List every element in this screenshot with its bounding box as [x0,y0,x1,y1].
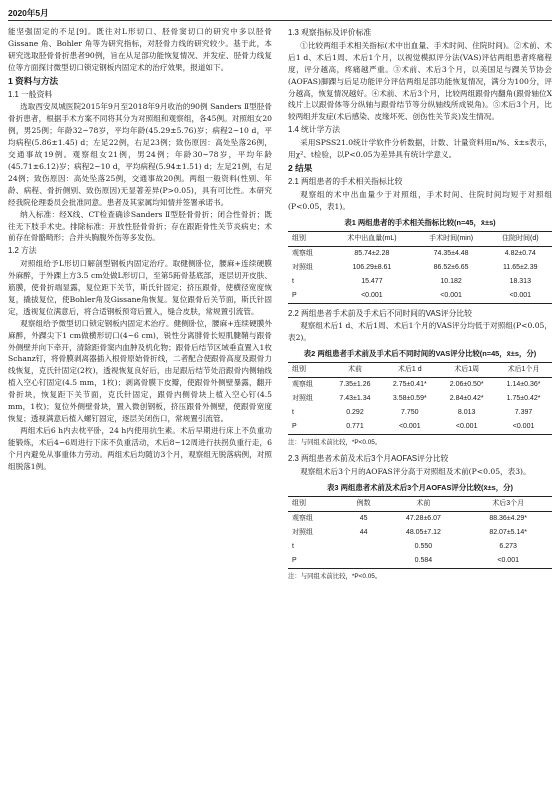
table-cell: 6.273 [499,542,517,550]
table-3 [288,496,552,569]
table-row [288,246,552,261]
section-1-3-heading: 1.3 观察指标及评价标准 [288,28,372,37]
table-3-note: 注：与同组术前比较，*P<0.05。 [288,572,382,580]
table-2-header-cell: 术前 [347,366,362,374]
header-rule [8,20,552,21]
table-1 [288,231,552,304]
table-1-header-cell: 手术时间(min) [429,234,474,242]
table-cell: 74.35±4.48 [433,249,469,257]
method-postop-paragraph: 两组术后6 h内去枕平卧，24 h内使用抗生素。术后早期进行床上不负重功能锻炼，术后4~6周进行下床不负重活动，术后8~12周进行扶拐负重行走，6个月内避免从事重体力劳动。两组术后均随访3个月，观察组无脱落病例，对照组脱落1例。 [8,425,272,471]
table-1-header-cell: 住院时间(d) [502,234,539,242]
table-2-note: 注：与同组术前比较，*P<0.05。 [288,439,382,447]
table-cell: 86.52±6.65 [433,263,469,271]
table-1-header-cell: 术中出血量(mL) [347,234,397,242]
table-row [288,420,552,435]
table-row [288,289,552,304]
table-3-header-cell: 例数 [356,499,371,507]
section-1-1-heading: 1.1 一般资料 [8,89,53,99]
table-cell: 85.74±2.28 [354,249,390,257]
table-cell: 88.36±4.29* [489,514,528,522]
table-cell: 1.14±0.36* [506,381,541,389]
section-2-heading: 2 结果 [288,162,313,173]
table-row [288,261,552,275]
table-row [288,511,552,526]
table-cell: <0.001 [440,291,462,299]
table-cell: <0.001 [361,291,383,299]
section-2-2-heading: 2.2 两组患者手术前及手术后不同时间的VAS评分比较 [288,308,472,318]
table-cell: 观察组 [292,381,313,389]
table-2-caption: 表2 两组患者手术前及手术后不同时间的VAS评分比较(n=45，x̄±s，分) [303,349,537,359]
table-cell: 7.397 [514,409,533,417]
table-cell: 0.584 [414,556,433,564]
table-cell: P [292,556,297,564]
section-2-1-heading: 2.1 两组患者的手术相关指标比较 [288,176,403,186]
table-3-header-cell: 术后3个月 [492,499,525,507]
section-1-4-heading: 1.4 统计学方法 [288,125,340,135]
table-cell: 0.771 [346,423,364,431]
table-cell: 7.750 [401,409,419,417]
table-2-header-cell: 术后1周 [454,366,480,374]
table-cell: <0.001 [455,423,478,431]
table-3-header-row [288,496,552,511]
table-cell: t [292,409,294,417]
table-row [288,540,552,554]
section-1-2-heading: 1.2 方法 [8,246,37,256]
table-cell: 2.06±0.50* [449,381,484,389]
table-cell: 47.28±6.07 [405,514,441,522]
table-cell: 观察组 [292,249,313,257]
table-cell: 45 [359,514,368,522]
table-cell: 3.58±0.59* [392,395,427,403]
table-1-header-row [288,231,552,246]
general-data-paragraph: 选取西安凤城医院2015年9月至2018年9月收治的90例 Sanders Ⅱ型胫骨骨折患者，根据手术方案不同将其分为对照组和观察组，各45例。对照组女20例，男25例；年龄32~78岁，平均年龄(45.29±5.76)岁；病程2~10 d，平均病程(5.86±1.45) d；左足22例，右足23例；致伤原因：高处坠落26例，交通事故19例。观察组女21例，男24例；年龄30~78岁，平均年龄(45.71±6.12)岁；病程2~10 d，平均病程(5.94±1.51) d；左足21例，右足24例；致伤原因：高处坠落25例，交通事故20例。两组一般资料(性别、年龄、病程、骨折侧别、致伤原因)无显著差异(P>0.05)，具有可比性。本研究经我院伦理委员会批准同意。患者及其家属均知情并签署承诺书。 [8,102,272,207]
table-row [288,378,552,393]
table-cell: 7.35±1.26 [339,381,371,389]
table-cell: 18.313 [509,277,531,285]
intro-paragraph: 能坚强固定的不足[9]。既往对L形切口、胫骨窦切口的研究中多以胫骨 Gissane 角、Bohler 角等为研究指标，对胫骨力线的研究较少。基于此，本研究选取胫骨骨折患者90例，旨在从足部功能恢复情况、并发症、胫骨力线复位等方面探讨微型切口锁定钢板内固定术的治疗效果，报道如下。 [8,27,272,72]
table-cell: 2.75±0.41* [392,381,427,389]
table-cell: 对照组 [292,395,313,403]
table-cell: t [292,277,294,285]
table-cell: 2.84±0.42* [449,395,484,403]
table-cell [345,540,383,554]
statistics-paragraph: 采用SPSS21.0统计学软件分析数据，计数、计量资料用n/%、x̄±s表示，用χ²、t检验，以P<0.05为差异具有统计学意义。 [288,138,552,160]
right-column [288,26,552,587]
table-cell: 82.07±5.14* [489,528,528,536]
table-row [288,526,552,540]
table-cell: 106.29±8.61 [352,263,392,271]
table-row [288,392,552,406]
table-cell: 0.292 [346,409,364,417]
table-row [288,406,552,420]
table-cell: 48.05±7.12 [405,528,441,536]
table-cell: 11.65±2.39 [503,263,538,271]
table-cell [345,554,383,569]
table-1-header-cell: 组别 [292,234,306,242]
table-2-header-row [288,363,552,378]
section-1-heading: 1 资料与方法 [8,75,59,86]
table-row [288,275,552,289]
header-date: 2020年5月 [8,8,49,18]
table-row [288,554,552,569]
table-2 [288,362,552,435]
table-cell: P [292,291,297,299]
table-cell: 对照组 [292,263,313,271]
method-observation-paragraph: 观察组给予微型切口锁定钢板内固定术治疗。健侧卧位，腰麻+连续硬膜外麻醉，外踝尖下1 cm做横形切口(4~6 cm)，锐性分离腓骨长短肌腱鞘与跟骨外侧壁并向下牵开，清除距骨窦内血肿及机化物；跟骨后结节区域垂直置入1枚Schanz钉，将骨膜剥离器插入根骨原始骨折线，二者配合使跟骨高度及跟骨力线恢复，克氏针固定(2枚)，透视恢复良好后，由足跟后结节处沿跟骨内侧轴线植入空心钉固定(4.5 mm，1枚)；剥离骨膜下皮瓣，使跟骨外侧壁暴露，翻开骨折块，恢复距下关节面，克氏针固定，跟骨内侧骨块上植入空心钉(4.5 mm，1枚)；复位外侧壁骨块，置入微创钢板，挤压跟骨外侧壁，使跟骨宽度恢复；透视满意后植入螺钉固定，逐层关闭伤口，常规置引流管。 [8,318,272,423]
table-cell: 8.013 [457,409,476,417]
table-1-caption: 表1 两组患者的手术相关指标比较(n=45，x̄±s) [344,217,496,227]
table-3-header-cell: 组别 [292,499,306,507]
method-control-paragraph: 对照组给予L形切口解剖型钢板内固定治疗。取健侧卧位，腰麻+连续硬膜外麻醉，于外踝上方3.5 cm处做L形切口，至第5跖骨基底部，逐层切开皮肤、筋膜，使骨折端显露，复位距下关节，斯氏针固定；挤压跟骨，使横径宽度恢复，撬拔复位，使Bohler角及Gissane角恢复。复位跟骨后关节面，斯氏针固定，透视复位满意后，将合适钢板预弯后置入，缝合皮肤，常规置引流管。 [8,259,272,316]
table-3-caption: 表3 两组患者术前及术后3个月AOFAS评分比较(x̄±s，分) [327,482,513,492]
table-cell: 观察组 [292,514,313,522]
table-cell: P [292,423,297,431]
table-cell: 4.82±0.74 [504,249,536,257]
table-cell: <0.001 [398,423,421,431]
table-cell: 1.75±0.42* [506,395,541,403]
table-cell: <0.001 [497,556,519,564]
result-2-3-paragraph: 观察组术后3个月的AOFAS评分高于对照组及术前(P<0.05，表3)。 [300,466,531,476]
table-cell: <0.001 [512,423,535,431]
result-2-1-paragraph: 观察组的术中出血量少于对照组，手术时间、住院时间均短于对照组(P<0.05，表1)。 [288,189,552,211]
table-cell: 44 [359,528,368,536]
table-cell: 0.550 [414,542,433,550]
table-2-header-cell: 术后1个月 [507,366,540,374]
result-2-2-paragraph: 观察组术后1 d、术后1周、术后1个月的VAS评分均低于对照组(P<0.05，表2)。 [288,321,552,343]
table-cell: 7.43±1.34 [339,395,371,403]
table-2-header-cell: 术后1 d [397,366,422,374]
table-cell: 对照组 [292,528,313,536]
criteria-paragraph: 纳入标准：经X线、CT检查确诊Sanders Ⅱ型胫骨骨折；闭合性骨折；既往无下肢手术史。排除标准：开放性胫骨骨折；存在跟距骨性关节炎病史；术前存在骨骼畸形；合并头胸腹外伤等多发伤。 [8,209,272,243]
table-cell: <0.001 [509,291,532,299]
table-2-header-cell: 组别 [292,366,306,374]
table-3-header-cell: 术前 [416,499,431,507]
table-cell: 10.182 [440,277,462,285]
section-2-3-heading: 2.3 两组患者术前及术后3个月AOFAS评分比较 [288,454,449,464]
table-cell: t [292,542,294,550]
left-column [8,26,272,473]
table-cell: 15.477 [361,277,383,285]
observation-paragraph: ①比较两组手术相关指标(术中出血量、手术时间、住院时间)。②术前、术后1 d、术后1周、术后1个月，以视觉模拟评分法(VAS)评估两组患者疼痛程度，评分越高，疼痛越严重。③术前、术后3个月，以美国足与踝关节协会(AOFAS)脚踝与后足功能评分评估两组足部功能恢复情况，满分为100分，评分越高，恢复情况越好。④术前、术后3个月，比较两组跟骨内翻角(跟骨轴位X线片上以跟骨体等分纵轴与跟骨结节等分纵轴线所成锐角)。⑤术后3个月，比较两组并发症(术后感染、皮缘坏死、创伤性关节炎)发生情况。 [288,40,552,122]
